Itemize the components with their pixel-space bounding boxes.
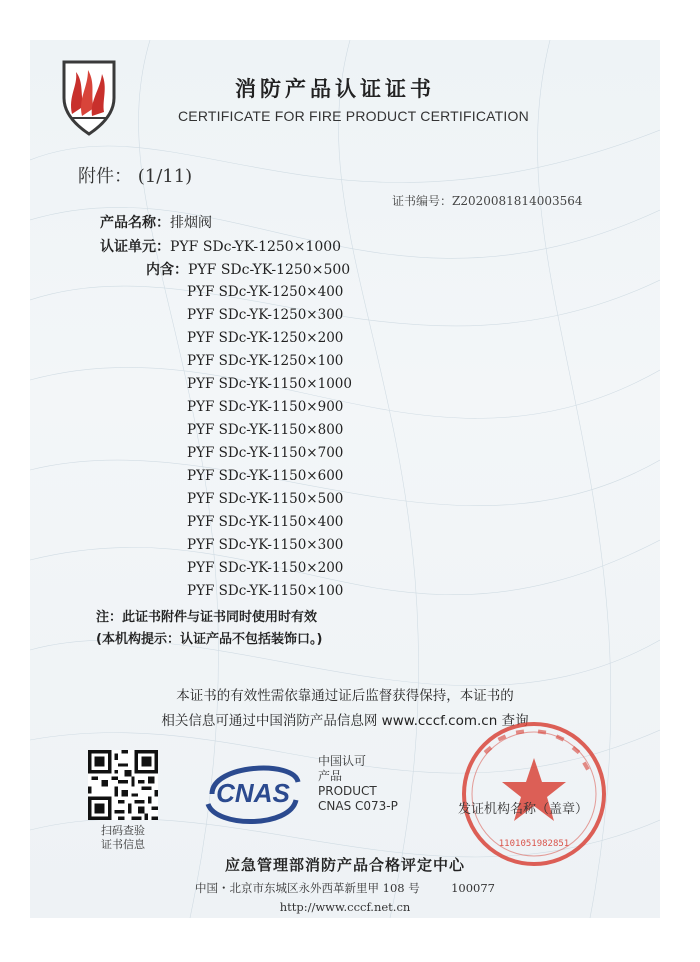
model-item: PYF SDc-YK-1250×100 <box>187 353 344 369</box>
cnas-line-3: PRODUCT <box>318 784 377 798</box>
model-item: PYF SDc-YK-1150×700 <box>187 445 344 461</box>
postcode-text: 100077 <box>451 881 495 895</box>
footer-url[interactable]: http://www.cccf.net.cn <box>279 900 411 914</box>
model-item: PYF SDc-YK-1150×1000 <box>187 376 352 392</box>
certificate-title-cn: 消防产品认证证书 <box>235 77 435 101</box>
model-item: PYF SDc-YK-1150×400 <box>187 514 344 530</box>
contains-label: 内含： <box>146 262 188 278</box>
cert-unit-row <box>100 236 341 256</box>
cnas-logo-icon <box>198 752 308 832</box>
model-item: PYF SDc-YK-1150×200 <box>187 560 344 576</box>
model-item: PYF SDc-YK-1250×400 <box>187 284 344 300</box>
model-item: PYF SDc-YK-1150×800 <box>187 422 344 438</box>
cnas-text-block <box>318 754 398 814</box>
qr-caption-line-2: 证书信息 <box>101 838 145 851</box>
cnas-line-4: CNAS C073-P <box>318 799 398 813</box>
cnas-logo-text: CNAS <box>216 778 290 808</box>
validity-line-2: 相关信息可通过中国消防产品信息网 www.cccf.com.cn 查询 <box>161 713 529 729</box>
cert-unit-label: 认证单元： <box>100 239 170 255</box>
validity-line-1: 本证书的有效性需依靠通过证后监督获得保持，本证书的 <box>176 688 514 704</box>
model-item: PYF SDc-YK-1150×300 <box>187 537 344 553</box>
cert-no-value: Z2020081814003564 <box>452 194 583 208</box>
certificate-number <box>392 192 583 209</box>
contains-first-model: PYF SDc-YK-1250×500 <box>188 262 351 278</box>
fire-shield-logo-icon <box>58 56 120 136</box>
certificate-title-en: CERTIFICATE FOR FIRE PRODUCT CERTIFICATION <box>178 108 529 124</box>
qr-caption-line-1: 扫码查验 <box>101 824 145 837</box>
issuing-center-name: 应急管理部消防产品合格评定中心 <box>224 856 465 874</box>
attachment-label: 附件： <box>78 166 132 187</box>
qr-caption <box>88 824 158 852</box>
address-text: 中国・北京市东城区永外西革新里甲 108 号 <box>195 881 420 895</box>
certificate-paper <box>30 40 660 918</box>
attachment-page: (1/11) <box>137 166 193 187</box>
seal-serial: 1101051982851 <box>498 839 570 849</box>
model-item: PYF SDc-YK-1150×100 <box>187 583 344 599</box>
contains-row <box>146 259 350 279</box>
attachment-heading <box>78 162 192 188</box>
cnas-line-1: 中国认可 <box>318 754 367 768</box>
cert-unit-value: PYF SDc-YK-1250×1000 <box>170 239 342 255</box>
cnas-line-2: 产品 <box>318 769 343 783</box>
qr-code-icon[interactable] <box>88 750 158 820</box>
model-item: PYF SDc-YK-1150×600 <box>187 468 344 484</box>
note-validity: 注：此证书附件与证书同时使用时有效 <box>96 610 318 625</box>
product-name-label: 产品名称： <box>100 215 170 231</box>
footer-address <box>30 880 660 896</box>
model-item: PYF SDc-YK-1150×900 <box>187 399 344 415</box>
product-name-value: 排烟阀 <box>170 215 212 231</box>
product-name-row <box>100 212 212 232</box>
cert-no-label: 证书编号： <box>392 194 453 208</box>
model-item: PYF SDc-YK-1250×200 <box>187 330 344 346</box>
official-seal-stamp-icon <box>458 718 610 870</box>
model-item: PYF SDc-YK-1150×500 <box>187 491 344 507</box>
issuer-label: 发证机构名称（盖章） <box>458 802 589 817</box>
model-item: PYF SDc-YK-1250×300 <box>187 307 344 323</box>
note-decoration: (本机构提示：认证产品不包括装饰口。) <box>96 632 323 647</box>
